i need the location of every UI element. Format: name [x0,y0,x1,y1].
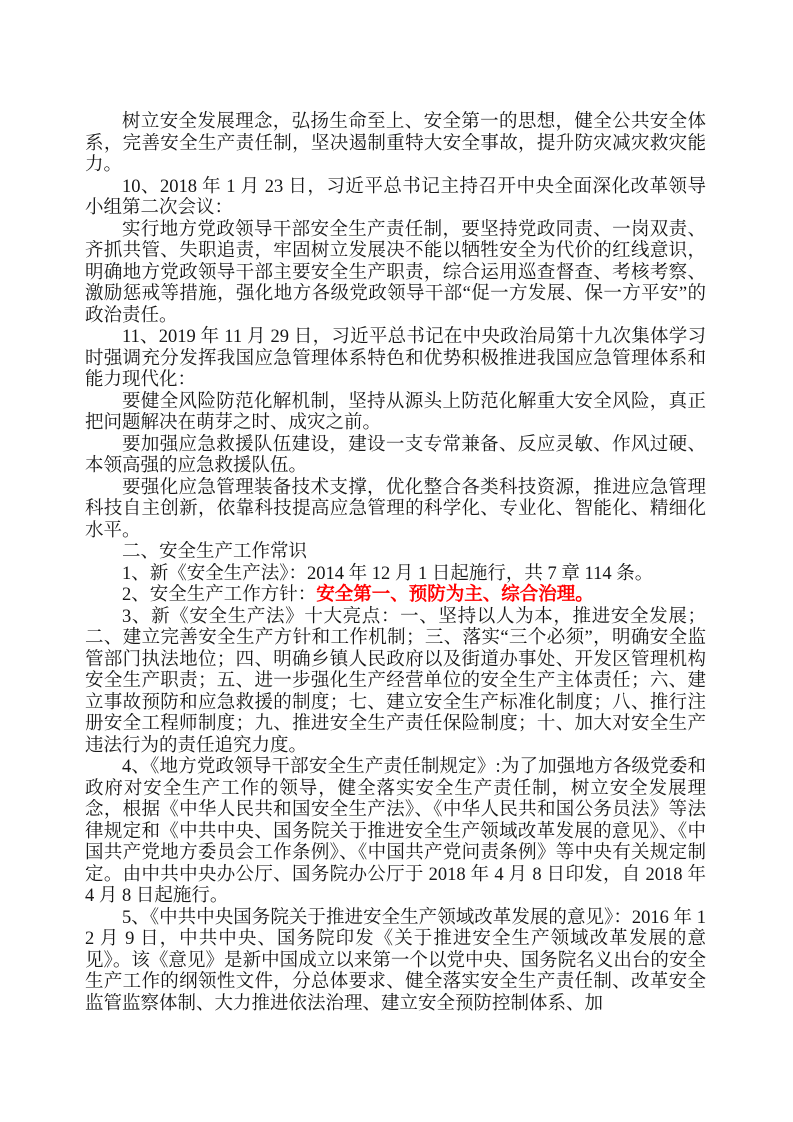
text-run: 实行地方党政领导干部安全生产责任制，要坚持党政同责、一岗双责、齐抓共管、失职追责，牢固树立发展决不能以牺牲安全为代价的红线意识，明确地方党政领导干部主要安全生产职责，综合运用巡查督查、考核考察、激励惩戒等措施，强化地方各级党政领导干部“促一方发展、保一方平安”的政治责任。 [85,219,706,326]
text-run: 3、新《安全生产法》十大亮点：一、坚持以人为本，推进安全发展；二、建立完善安全生产方针和工作机制；三、落实“三个必须”，明确安全监管部门执法地位；四、明确乡镇人民政府以及街道办事处、开发区管理机构安全生产职责；五、进一步强化生产经营单位的安全生产主体责任；六、建立事故预防和应急救援的制度；七、建立安全生产标准化制度；八、推行注册安全工程师制度；九、推进安全生产责任保险制度；十、加大对安全生产违法行为的责任追究力度。 [85,606,706,756]
text-run: 2、安全生产工作方针： [122,585,317,605]
paragraph-p1 [85,112,706,177]
paragraph-p12 [85,757,706,908]
text-run: 要健全风险防范化解机制，坚持从源头上防范化解重大安全风险，真正把问题解决在萌芽之时、成灾之前。 [85,391,706,433]
text-run: 要加强应急救援队伍建设，建设一支专常兼备、反应灵敏、作风过硬、本领高强的应急救援队伍。 [85,434,706,476]
text-run: 5、《中共中央国务院关于推进安全生产领域改革发展的意见》：2016 年 12 月 9 日，中共中央、国务院印发《关于推进安全生产领域改革发展的意见》。该《意见》是新中国成立以来第一个以党中央、国务院名义出台的安全生产工作的纲领性文件，分总体要求、健全落实安全生产责任制、改革安全监管监察体制、大力推进依法治理、建立安全预防控制体系、加 [85,907,706,1014]
paragraph-p13 [85,908,706,1016]
paragraph-p4 [85,327,706,392]
text-run-emphasis: 安全第一、预防为主、综合治理。 [316,585,594,605]
paragraph-p9 [85,564,706,586]
paragraph-p6 [85,435,706,478]
paragraph-p5 [85,392,706,435]
text-run: 4、《地方党政领导干部安全生产责任制规定》:为了加强地方各级党委和政府对安全生产工作的领导，健全落实安全生产责任制，树立安全发展理念，根据《中华人民共和国安全生产法》、《中华人民共和国公务员法》等法律规定和《中共中央、国务院关于推进安全生产领域改革发展的意见》、《中国共产党地方委员会工作条例》、《中国共产党问责条例》等中央有关规定制定。由中共中央办公厅、国务院办公厅于 2018 年 4 月 8 日印发，自 2018 年 4 月 8 日起施行。 [85,757,706,906]
paragraph-p11 [85,607,706,758]
paragraph-p10 [85,585,706,607]
paragraph-p8 [85,542,706,564]
document-body [85,112,706,1015]
paragraph-p2 [85,177,706,220]
text-run: 树立安全发展理念，弘扬生命至上、安全第一的思想，健全公共安全体系，完善安全生产责任制，坚决遏制重特大安全事故，提升防灾减灾救灾能力。 [85,112,706,175]
text-run: 1、新《安全生产法》：2014 年 12 月 1 日起施行，共 7 章 114 条。 [122,563,654,584]
text-run: 二、安全生产工作常识 [122,542,308,562]
text-run: 要强化应急管理装备技术支撑，优化整合各类科技资源，推进应急管理科技自主创新，依靠科技提高应急管理的科学化、专业化、智能化、精细化水平。 [85,477,706,541]
paragraph-p3 [85,220,706,328]
text-run: 11、2019 年 11 月 29 日，习近平总书记在中央政治局第十九次集体学习时强调充分发挥我国应急管理体系特色和优势积极推进我国应急管理体系和能力现代化： [85,327,706,390]
text-run: 10、2018 年 1 月 23 日，习近平总书记主持召开中央全面深化改革领导小组第二次会议： [85,176,706,218]
paragraph-p7 [85,478,706,543]
